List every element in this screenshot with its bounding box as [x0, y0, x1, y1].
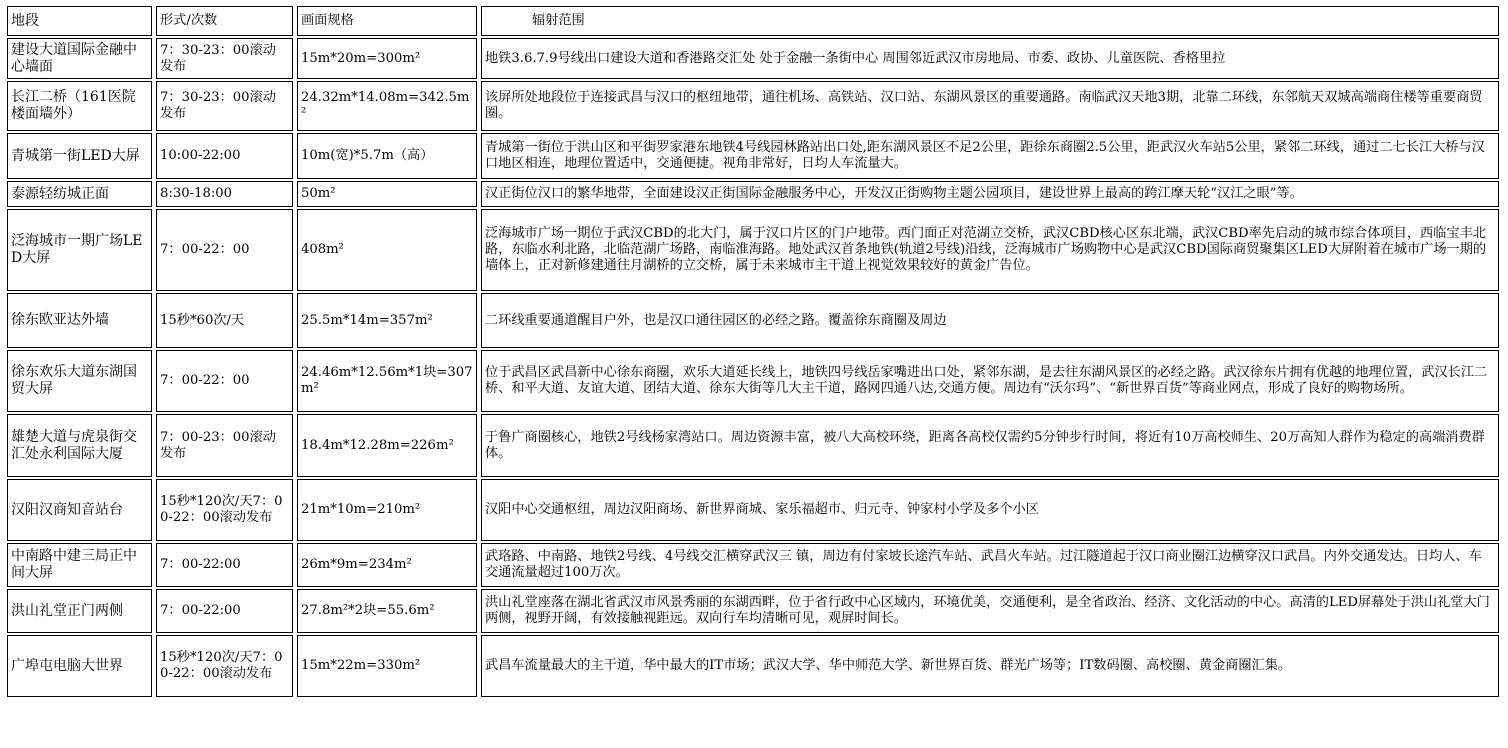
- cell-coverage: 青城第一街位于洪山区和平街罗家港东地铁4号线园林路站出口处,距东湖风景区不足2公里，距徐东商圈2.5公里，距武汉火车站5公里，紧邻二环线，通过二七长江大桥与汉口地区相连，地理位置适中，交通便捷。视角非常好，日均人车流量大。: [481, 133, 1499, 179]
- cell-location: 青城第一街LED大屏: [7, 133, 152, 179]
- cell-location: 建设大道国际金融中心墙面: [7, 38, 152, 79]
- table-row: [7, 133, 1499, 179]
- cell-format: 15秒*120次/天7：00-22：00滚动发布: [156, 479, 293, 541]
- cell-coverage: 泛海城市广场一期位于武汉CBD的北大门，属于汉口片区的门户地带。西门面正对范湖立交桥，武汉CBD核心区东北端，武汉CBD率先启动的城市综合体项目，西临宝丰北路，东临水利北路，北临范湖广场路，南临淮海路。地处武汉首条地铁(轨道2号线)沿线，泛海城市广场购物中心是武汉CBD国际商贸聚集区LED大屏附着在城市广场一期的墙体上，正对新修建通往月湖桥的立交桥，属于未来城市主干道上视觉效果较好的黄金广告位。: [481, 209, 1499, 291]
- table-row: [7, 350, 1499, 412]
- cell-spec: 25.5m*14m=357m²: [297, 293, 477, 348]
- table-row: [7, 209, 1499, 291]
- cell-spec: 408m²: [297, 209, 477, 291]
- table-row: [7, 81, 1499, 131]
- table-row: [7, 414, 1499, 477]
- table-row: [7, 635, 1499, 697]
- cell-format: 7：00-22:00: [156, 589, 293, 633]
- cell-format: 7：30-23：00滚动发布: [156, 38, 293, 79]
- header-spec: 画面规格: [297, 6, 477, 36]
- table-row: [7, 479, 1499, 541]
- cell-format: 8:30-18:00: [156, 181, 293, 207]
- cell-coverage: 于鲁广商圈核心，地铁2号线杨家湾站口。周边资源丰富，被八大高校环绕，距离各高校仅需约5分钟步行时间，将近有10万高校师生、20万高知人群作为稳定的高端消费群体。: [481, 414, 1499, 477]
- cell-spec: 27.8m²*2块=55.6m²: [297, 589, 477, 633]
- table-row: [7, 293, 1499, 348]
- cell-format: 7：00-22：00: [156, 209, 293, 291]
- cell-location: 广埠屯电脑大世界: [7, 635, 152, 697]
- cell-spec: 24.32m*14.08m=342.5m²: [297, 81, 477, 131]
- cell-spec: 24.46m*12.56m*1块=307m²: [297, 350, 477, 412]
- cell-location: 泰源轻纺城正面: [7, 181, 152, 207]
- header-location: 地段: [7, 6, 152, 36]
- cell-coverage: 武珞路、中南路、地铁2号线、4号线交汇横穿武汉三 镇，周边有付家坡长途汽车站、武昌火车站。过江隧道起于汉口商业圈江边横穿汉口武昌。内外交通发达。日均人、车交通流量超过100万次。: [481, 543, 1499, 587]
- cell-format: 7：00-23：00滚动发布: [156, 414, 293, 477]
- cell-coverage: 地铁3.6.7.9号线出口建设大道和香港路交汇处 处于金融一条街中心 周围邻近武汉市房地局、市委、政协、儿童医院、香格里拉: [481, 38, 1499, 79]
- cell-location: 泛海城市一期广场LED大屏: [7, 209, 152, 291]
- cell-format: 7：00-22：00: [156, 350, 293, 412]
- cell-location: 汉阳汉商知音站台: [7, 479, 152, 541]
- cell-location: 雄楚大道与虎泉街交汇处永利国际大厦: [7, 414, 152, 477]
- table-row: [7, 589, 1499, 633]
- media-locations-table: [3, 4, 1503, 699]
- table-header-row: [7, 6, 1499, 36]
- cell-spec: 18.4m*12.28m=226m²: [297, 414, 477, 477]
- cell-format: 10:00-22:00: [156, 133, 293, 179]
- table-row: [7, 181, 1499, 207]
- cell-spec: 15m*20m=300m²: [297, 38, 477, 79]
- table-row: [7, 543, 1499, 587]
- cell-format: 7：30-23：00滚动发布: [156, 81, 293, 131]
- cell-coverage: 洪山礼堂座落在湖北省武汉市风景秀丽的东湖西畔，位于省行政中心区域内，环境优美，交通便利，是全省政治、经济、文化活动的中心。高清的LED屏幕处于洪山礼堂大门两侧，视野开阔，有效接触视距远。双向行车均清晰可见，观屏时间长。: [481, 589, 1499, 633]
- cell-location: 徐东欢乐大道东湖国贸大屏: [7, 350, 152, 412]
- cell-spec: 10m(宽)*5.7m（高）: [297, 133, 477, 179]
- header-format: 形式/次数: [156, 6, 293, 36]
- cell-format: 15秒*120次/天7：00-22：00滚动发布: [156, 635, 293, 697]
- cell-coverage: 该屏所处地段位于连接武昌与汉口的枢纽地带，通往机场、高铁站、汉口站、东湖风景区的重要通路。南临武汉天地3期，北靠二环线，东邻航天双城高端商住楼等重要商贸圈。: [481, 81, 1499, 131]
- cell-spec: 50m²: [297, 181, 477, 207]
- cell-coverage: 二环线重要通道醒目户外，也是汉口通往园区的必经之路。覆盖徐东商圈及周边: [481, 293, 1499, 348]
- cell-coverage: 汉阳中心交通枢纽，周边汉阳商场、新世界商城、家乐福超市、归元寺、钟家村小学及多个小区: [481, 479, 1499, 541]
- cell-location: 徐东欧亚达外墙: [7, 293, 152, 348]
- cell-spec: 26m*9m=234m²: [297, 543, 477, 587]
- cell-coverage: 武昌车流量最大的主干道，华中最大的IT市场；武汉大学、华中师范大学、新世界百货、群光广场等；IT数码圈、高校圈、黄金商圈汇集。: [481, 635, 1499, 697]
- cell-location: 中南路中建三局正中间大屏: [7, 543, 152, 587]
- cell-location: 长江二桥（161医院楼面墙外）: [7, 81, 152, 131]
- cell-spec: 15m*22m=330m²: [297, 635, 477, 697]
- cell-coverage: 位于武昌区武昌新中心徐东商圈，欢乐大道延长线上，地铁四号线岳家嘴进出口处，紧邻东湖，是去往东湖风景区的必经之路。武汉徐东片拥有优越的地理位置，武汉长江二桥、和平大道、友谊大道、团结大道、徐东大街等几大主干道，路网四通八达,交通方便。周边有“沃尔玛”、“新世界百货”等商业网点，形成了良好的购物场所。: [481, 350, 1499, 412]
- cell-spec: 21m*10m=210m²: [297, 479, 477, 541]
- cell-format: 7：00-22:00: [156, 543, 293, 587]
- cell-location: 洪山礼堂正门两侧: [7, 589, 152, 633]
- table-row: [7, 38, 1499, 79]
- cell-format: 15秒*60次/天: [156, 293, 293, 348]
- cell-coverage: 汉正街位汉口的繁华地带，全面建设汉正街国际金融服务中心，开发汉正街购物主题公园项目，建设世界上最高的跨江摩天轮“汉江之眼”等。: [481, 181, 1499, 207]
- header-coverage: 辐射范围: [481, 6, 1499, 36]
